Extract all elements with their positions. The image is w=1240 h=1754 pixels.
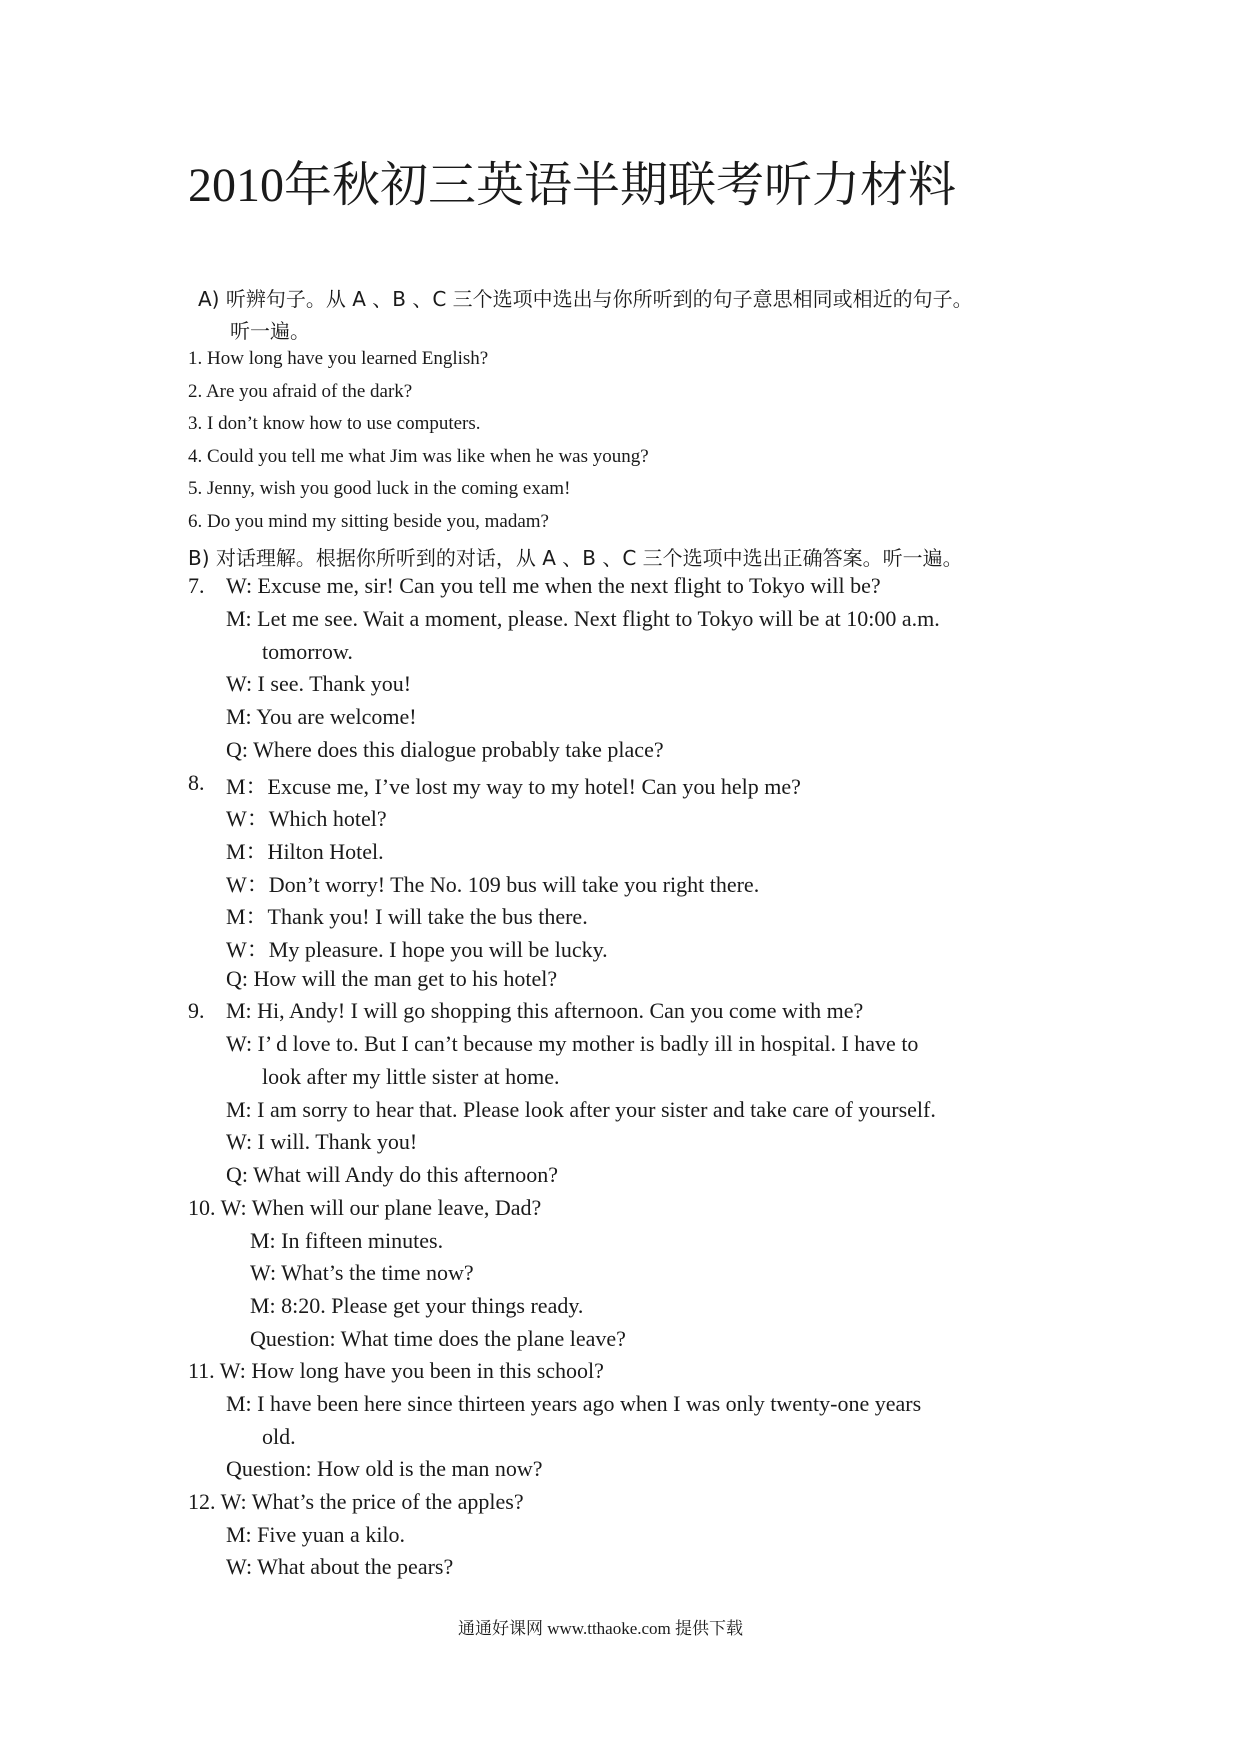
dialogue-line: M: I am sorry to hear that. Please look after your sister and take care of yourself. bbox=[226, 1097, 936, 1122]
dialogue-line: M：Hilton Hotel. bbox=[226, 839, 384, 864]
dialogue-line: M: I have been here since thirteen years ago when I was only twenty-one years bbox=[226, 1391, 922, 1416]
dialogue-line: M：Thank you! I will take the bus there. bbox=[226, 904, 588, 929]
section-a-instruction: A) 听辨句子。从 A 、B 、C 三个选项中选出与你所听到的句子意思相同或相近的句子。 bbox=[198, 287, 973, 311]
dialogue-question: Q: How will the man get to his hotel? bbox=[226, 966, 558, 991]
dialogue-line: M: In fifteen minutes. bbox=[250, 1228, 444, 1253]
dialogue-question: Question: How old is the man now? bbox=[226, 1456, 543, 1481]
dialogue-line: W: I will. Thank you! bbox=[226, 1129, 418, 1154]
dialogue-line: M: Five yuan a kilo. bbox=[226, 1522, 406, 1547]
dialogue-line: M：Excuse me, I’ve lost my way to my hotel! Can you help me? bbox=[226, 774, 801, 799]
page-title: 2010年秋初三英语半期联考听力材料 bbox=[188, 159, 957, 212]
dialogue-question: Question: What time does the plane leave? bbox=[250, 1326, 626, 1351]
dialogue-line: M: 8:20. Please get your things ready. bbox=[250, 1293, 584, 1318]
sentence-item: 5. Jenny, wish you good luck in the coming exam! bbox=[188, 478, 571, 499]
dialogue-number: 9. bbox=[188, 998, 205, 1023]
sentence-item: 4. Could you tell me what Jim was like when he was young? bbox=[188, 446, 649, 467]
sentence-item: 6. Do you mind my sitting beside you, madam? bbox=[188, 511, 549, 532]
dialogue-line: W：Don’t worry! The No. 109 bus will take you right there. bbox=[226, 872, 760, 897]
dialogue-line: 12. W: What’s the price of the apples? bbox=[188, 1489, 524, 1514]
dialogue-line: M: You are welcome! bbox=[226, 704, 417, 729]
section-a-instruction-cont: 听一遍。 bbox=[230, 319, 310, 343]
page-footer: 通通好课网 www.tthaoke.com 提供下载 bbox=[458, 1619, 744, 1638]
dialogue-line-cont: old. bbox=[262, 1424, 296, 1449]
sentence-item: 2. Are you afraid of the dark? bbox=[188, 381, 413, 402]
dialogue-line: W：My pleasure. I hope you will be lucky. bbox=[226, 937, 608, 962]
dialogue-question: Q: What will Andy do this afternoon? bbox=[226, 1162, 558, 1187]
dialogue-line: W: What’s the time now? bbox=[250, 1260, 474, 1285]
dialogue-line: 11. W: How long have you been in this school? bbox=[188, 1358, 604, 1383]
section-b-instruction: B) 对话理解。根据你所听到的对话，从 A 、B 、C 三个选项中选出正确答案。听一遍。 bbox=[188, 546, 963, 570]
dialogue-line: 10. W: When will our plane leave, Dad? bbox=[188, 1195, 542, 1220]
dialogue-number: 8. bbox=[188, 770, 205, 795]
dialogue-line: W: I’ d love to. But I can’t because my mother is badly ill in hospital. I have to bbox=[226, 1031, 919, 1056]
dialogue-number: 7. bbox=[188, 573, 205, 598]
dialogue-line-cont: look after my little sister at home. bbox=[262, 1064, 560, 1089]
dialogue-line: W: What about the pears? bbox=[226, 1554, 454, 1579]
dialogue-line: W: Excuse me, sir! Can you tell me when the next flight to Tokyo will be? bbox=[226, 573, 881, 598]
dialogue-line: M: Hi, Andy! I will go shopping this afternoon. Can you come with me? bbox=[226, 998, 864, 1023]
dialogue-line-cont: tomorrow. bbox=[262, 639, 353, 664]
dialogue-line: W：Which hotel? bbox=[226, 806, 387, 831]
dialogue-question: Q: Where does this dialogue probably take place? bbox=[226, 737, 664, 762]
sentence-item: 1. How long have you learned English? bbox=[188, 348, 489, 369]
dialogue-line: W: I see. Thank you! bbox=[226, 671, 412, 696]
dialogue-line: M: Let me see. Wait a moment, please. Next flight to Tokyo will be at 10:00 a.m. bbox=[226, 606, 940, 631]
sentence-item: 3. I don’t know how to use computers. bbox=[188, 413, 481, 434]
